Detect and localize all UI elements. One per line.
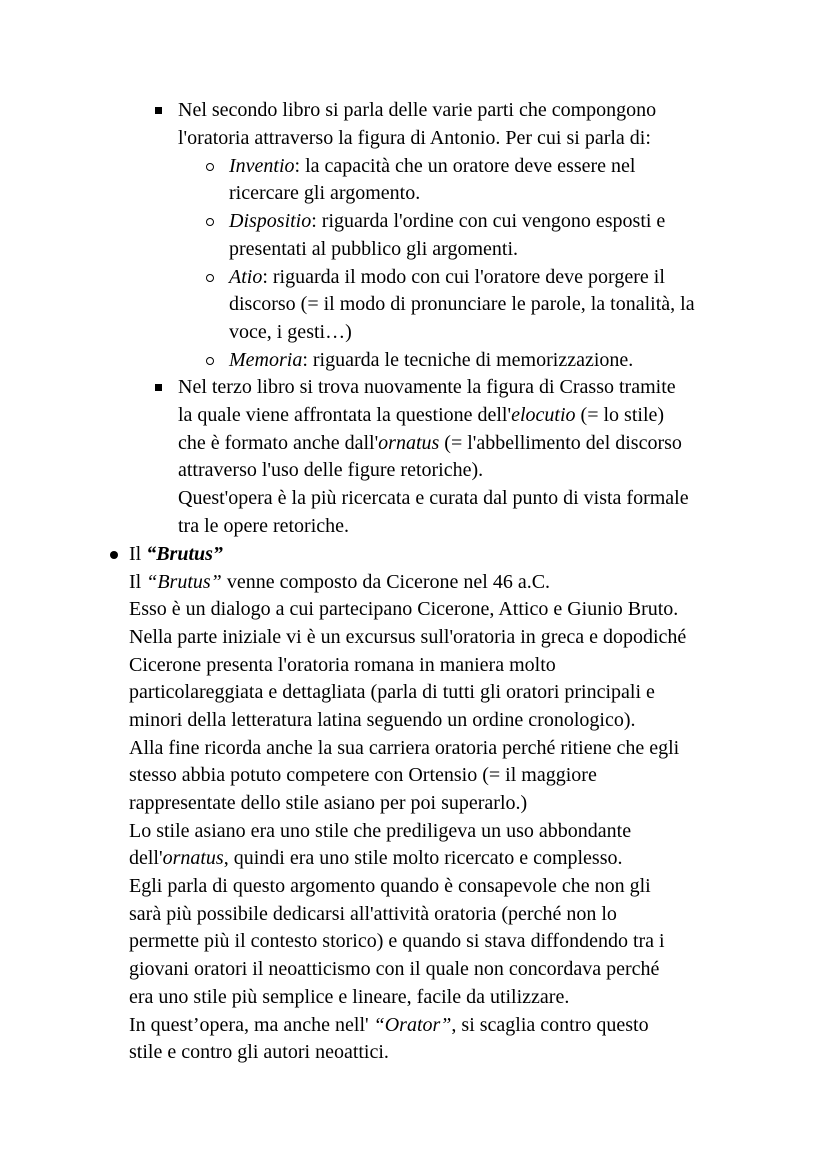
text-span: venne composto da Cicerone nel 46 a.C. — [221, 571, 551, 593]
square-bullet-icon — [155, 384, 162, 391]
brutus-line: Lo stile asiano era uno stile che prediligeva un uso abbondante — [129, 820, 632, 842]
atio-text: : riguarda il modo con cui l'oratore deve porgere il — [262, 266, 665, 288]
brutus-line: era uno stile più semplice e lineare, facile da utilizzare. — [129, 986, 570, 1008]
round-bullet-icon — [110, 551, 118, 559]
brutus-line: stesso abbia potuto competere con Ortensio (= il maggiore — [129, 764, 597, 786]
brutus-line: minori della letteratura latina seguendo un ordine cronologico). — [129, 709, 636, 731]
brutus-title: “Brutus” — [146, 543, 223, 565]
text-span: Il — [129, 571, 147, 593]
square-bullet-icon — [155, 107, 162, 114]
brutus-orator-line — [129, 1012, 649, 1040]
text-span: , si scaglia contro questo — [451, 1014, 649, 1036]
brutus-line: giovani oratori il neoatticismo con il quale non concordava perché — [129, 958, 660, 980]
circle-bullet-icon — [206, 163, 214, 171]
sub-item-2-line-1: Nel terzo libro si trova nuovamente la figura di Crasso tramite — [178, 376, 676, 398]
elocutio-term: elocutio — [511, 404, 576, 426]
sub-item-1-line-1: Nel secondo libro si parla delle varie parti che compongono — [178, 99, 657, 121]
inventio-text: : la capacità che un oratore deve essere nel — [294, 155, 636, 177]
atio-line-2: discorso (= il modo di pronunciare le parole, la tonalità, la — [229, 293, 695, 315]
dispositio-text: : riguarda l'ordine con cui vengono esposti e — [311, 210, 666, 232]
text-span: la quale viene affrontata la questione dell' — [178, 404, 512, 426]
brutus-line: particolareggiata e dettagliata (parla di tutti gli oratori principali e — [129, 681, 655, 703]
brutus-ornatus-line — [129, 845, 623, 873]
brutus-line: rappresentate dello stile asiano per poi superarlo.) — [129, 792, 528, 814]
ornatus-term: ornatus — [378, 432, 440, 454]
text-span: (= lo stile) — [575, 404, 665, 426]
sub-item-2-line-4: attraverso l'uso delle figure retoriche). — [178, 459, 484, 481]
dispositio-term: Dispositio — [229, 210, 312, 232]
sub-item-2-line-6: tra le opere retoriche. — [178, 515, 350, 537]
circle-bullet-icon — [206, 218, 214, 226]
orator-title: “Orator” — [373, 1014, 452, 1036]
atio-term: Atio — [229, 266, 263, 288]
sub-item-1-line-2: l'oratoria attraverso la figura di Antonio. Per cui si parla di: — [178, 127, 651, 149]
brutus-line: Cicerone presenta l'oratoria romana in maniera molto — [129, 654, 556, 676]
inventio-term: Inventio — [229, 155, 295, 177]
memoria-term: Memoria — [229, 349, 303, 371]
sub-item-2-line-5: Quest'opera è la più ricercata e curata dal punto di vista formale — [178, 487, 689, 509]
dispositio-line-2: presentati al pubblico gli argomenti. — [229, 238, 519, 260]
memoria-text: : riguarda le tecniche di memorizzazione. — [302, 349, 634, 371]
atio-line-1 — [229, 264, 665, 292]
brutus-heading — [129, 541, 223, 569]
inventio-line-2: ricercare gli argomento. — [229, 182, 421, 204]
text-span: Il — [129, 543, 147, 565]
brutus-line: Egli parla di questo argomento quando è consapevole che non gli — [129, 875, 651, 897]
atio-line-3: voce, i gesti…) — [229, 321, 352, 343]
brutus-line: Nella parte iniziale vi è un excursus sull'oratoria in greca e dopodiché — [129, 626, 687, 648]
brutus-line: sarà più possibile dedicarsi all'attività oratoria (perché non lo — [129, 903, 617, 925]
brutus-last-line: stile e contro gli autori neoattici. — [129, 1041, 389, 1063]
circle-bullet-icon — [206, 357, 214, 365]
text-span: che è formato anche dall' — [178, 432, 379, 454]
memoria-line-1 — [229, 347, 633, 375]
brutus-title-inline: “Brutus” — [146, 571, 222, 593]
text-span: dell' — [129, 847, 163, 869]
sub-item-2-line-3 — [178, 430, 682, 458]
circle-bullet-icon — [206, 274, 214, 282]
inventio-line-1 — [229, 153, 635, 181]
ornatus-term: ornatus — [162, 847, 224, 869]
text-span: , quindi era uno stile molto ricercato e complesso. — [223, 847, 623, 869]
brutus-line: Alla fine ricorda anche la sua carriera oratoria perché ritiene che egli — [129, 737, 680, 759]
brutus-intro — [129, 569, 550, 597]
dispositio-line-1 — [229, 208, 665, 236]
text-span: In quest’opera, ma anche nell' — [129, 1014, 374, 1036]
sub-item-2-line-2 — [178, 402, 664, 430]
brutus-line: Esso è un dialogo a cui partecipano Cicerone, Attico e Giunio Bruto. — [129, 598, 679, 620]
brutus-line: permette più il contesto storico) e quando si stava diffondendo tra i — [129, 930, 665, 952]
text-span: (= l'abbellimento del discorso — [439, 432, 682, 454]
